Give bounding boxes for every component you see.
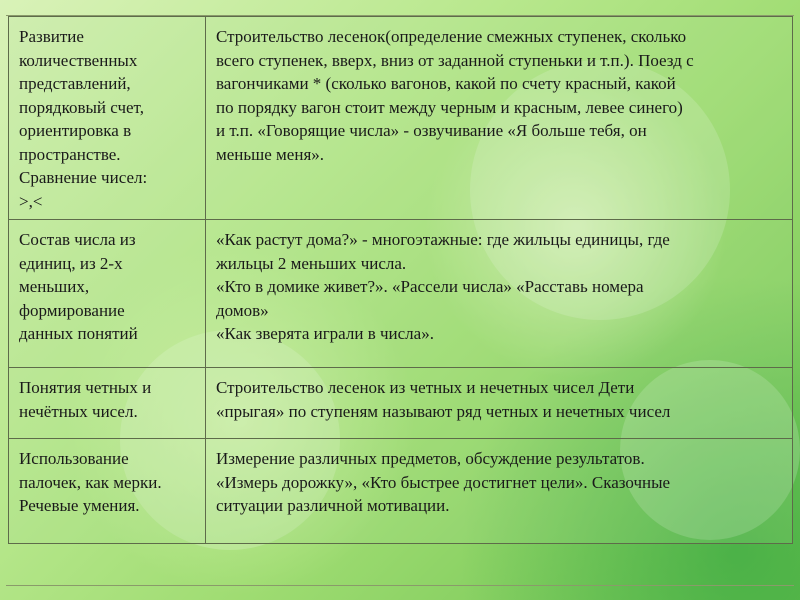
- cell-text-line: по порядку вагон стоит между черным и красным, левее синего): [216, 97, 683, 117]
- cell-text-line: формирование: [19, 300, 125, 320]
- cell-text-line: домов»: [216, 300, 269, 320]
- cell-text-line: ситуации различной мотивации.: [216, 496, 450, 515]
- cell-text-line: пространстве.: [19, 144, 121, 164]
- cell-text-line: единиц, из 2-х: [19, 253, 123, 273]
- cell-text-line: «Измерь дорожку», «Кто быстрее достигнет цели». Сказочные: [216, 472, 671, 492]
- table-row: [9, 439, 793, 544]
- cell-text-line: Развитие: [19, 27, 84, 46]
- cell-text-line: «прыгая» по ступеням называют ряд четных и нечетных чисел: [216, 401, 671, 421]
- cell-text-line: Строительство лесенок из четных и нечетных чисел Дети: [216, 378, 635, 397]
- cell-text-line: меньших,: [19, 277, 90, 296]
- cell-text-line: ориентировка в: [19, 121, 132, 140]
- cell-text-line: «Кто в домике живет?». «Рассели числа» «Расставь номера: [216, 277, 644, 296]
- cell-text-line: данных понятий: [19, 324, 138, 343]
- cell-text-line: меньше меня».: [216, 144, 325, 164]
- cell-text-line: представлений,: [19, 74, 131, 93]
- cell-text-line: вагончиками * (сколько вагонов, какой по счету красный, какой: [216, 74, 676, 93]
- cell-text-line: Речевые умения.: [19, 496, 140, 515]
- cell-text-line: нечётных чисел.: [19, 401, 138, 421]
- cell-text-line: >,<: [19, 191, 43, 211]
- cell-text-line: Понятия четных и: [19, 378, 152, 397]
- table-cell-topic: [9, 220, 206, 368]
- table-cell-topic: [9, 439, 206, 544]
- cell-text-line: количественных: [19, 50, 138, 70]
- table-row: [9, 368, 793, 439]
- cell-text-line: жильцы 2 меньших числа.: [216, 253, 407, 273]
- cell-text-line: порядковый счет,: [19, 97, 144, 117]
- table-row: [9, 220, 793, 368]
- cell-text-line: Измерение различных предметов, обсуждение результатов.: [216, 449, 645, 468]
- cell-text-line: «Как растут дома?» - многоэтажные: где жильцы единицы, где: [216, 230, 670, 249]
- table-cell-topic: [9, 368, 206, 439]
- table-cell-activities: [206, 368, 793, 439]
- cell-text-line: Состав числа из: [19, 230, 136, 249]
- cell-text-line: Строительство лесенок(определение смежных ступенек, сколько: [216, 27, 687, 46]
- cell-text-line: и т.п. «Говорящие числа» - озвучивание «Я больше тебя, он: [216, 121, 647, 140]
- table-row: [9, 17, 793, 220]
- content-table: [8, 16, 793, 544]
- cell-text-line: Сравнение чисел:: [19, 168, 148, 187]
- cell-text-line: Использование: [19, 449, 129, 468]
- cell-text-line: всего ступенек, вверх, вниз от заданной ступеньки и т.п.). Поезд с: [216, 50, 694, 70]
- cell-text-line: «Как зверята играли в числа».: [216, 324, 434, 343]
- table-cell-activities: [206, 220, 793, 368]
- cell-text-line: палочек, как мерки.: [19, 472, 162, 492]
- table-cell-topic: [9, 17, 206, 220]
- table-cell-activities: [206, 17, 793, 220]
- table-cell-activities: [206, 439, 793, 544]
